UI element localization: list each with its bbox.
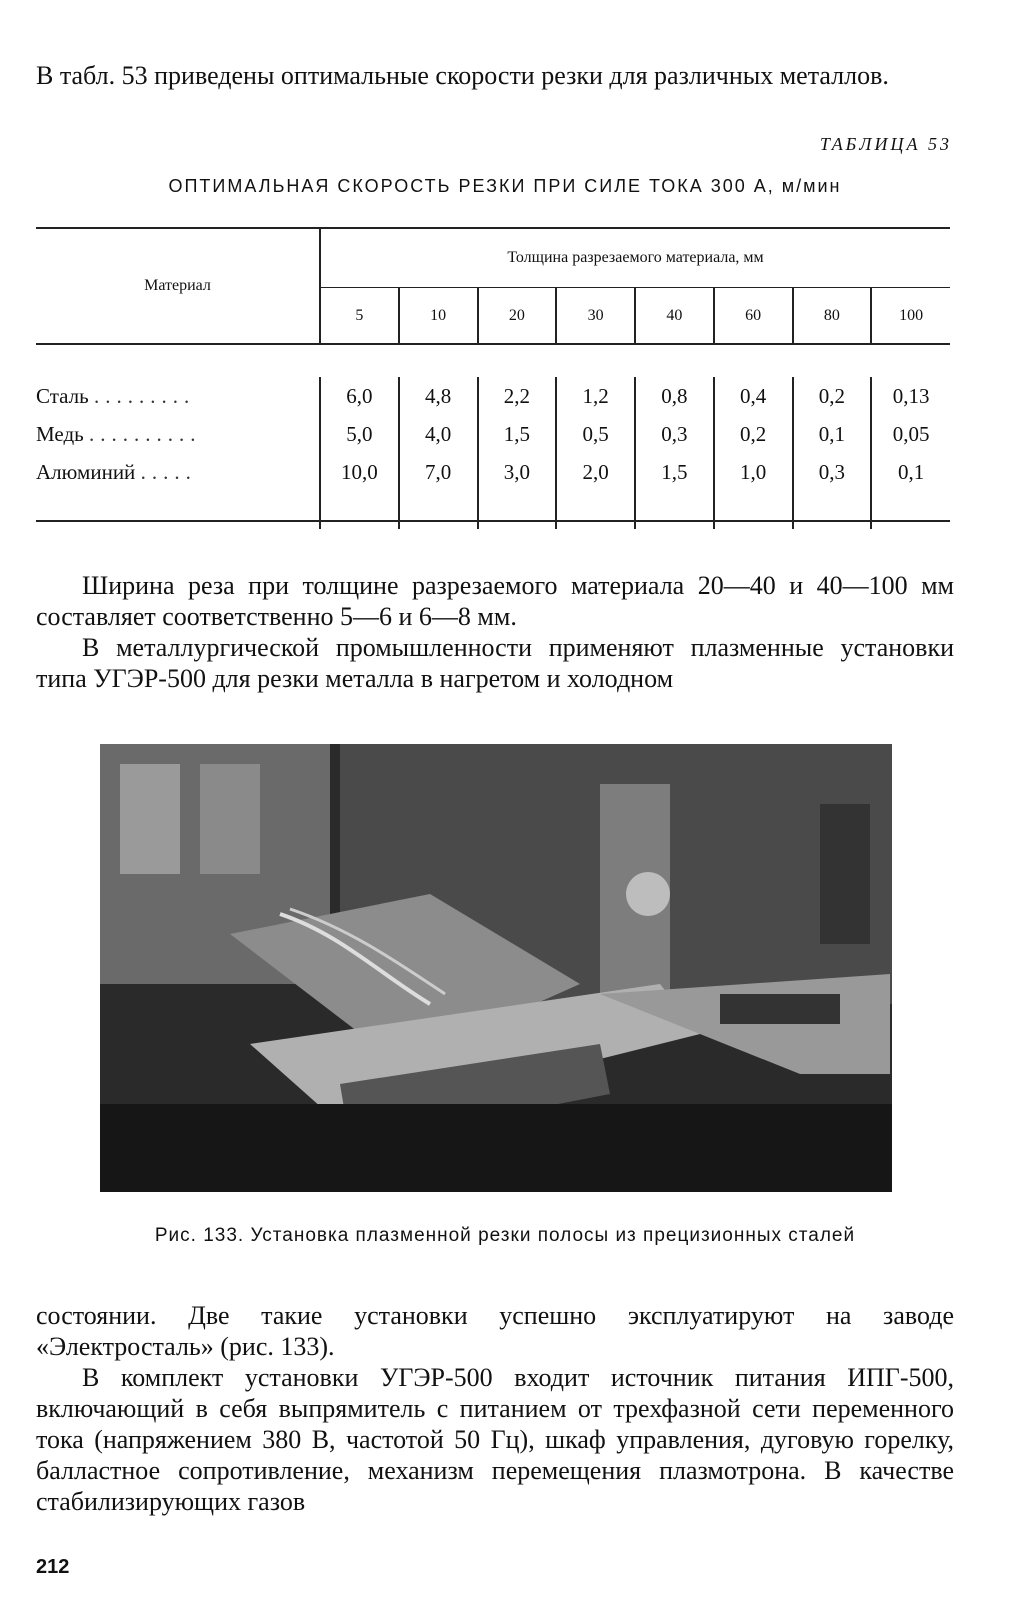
table-cell: 0,4	[714, 377, 793, 415]
thickness-col: 30	[556, 288, 635, 345]
table-cell: 0,2	[793, 377, 872, 415]
table-bottom-rule	[36, 520, 950, 522]
material-name: Медь	[36, 421, 84, 446]
figure-caption: Рис. 133. Установка плазменной резки полосы из прецизионных сталей	[154, 1225, 856, 1246]
width-paragraph: Ширина реза при толщине разрезаемого материала 20—40 и 40—100 мм составляет соответственно 5—6 и 6—8 мм.	[36, 571, 954, 631]
table-cell: 0,13	[871, 377, 950, 415]
table-cell: 4,0	[399, 415, 478, 453]
page-number: 212	[36, 1556, 70, 1578]
table-cell: 0,5	[556, 415, 635, 453]
material-name: Алюминий	[36, 459, 136, 484]
table-cell: 1,0	[714, 453, 793, 491]
thickness-col: 20	[478, 288, 557, 345]
table-cell: 1,2	[556, 377, 635, 415]
intro-paragraph: В табл. 53 приведены оптимальные скорости резки для различных металлов.	[36, 61, 889, 90]
table-row: Медь .......... 5,0 4,0 1,5 0,5 0,3 0,2 0,1 0,05	[36, 415, 950, 453]
table-cell: 4,8	[399, 377, 478, 415]
thickness-col: 60	[714, 288, 793, 345]
table-cell: 1,5	[478, 415, 557, 453]
thickness-col: 10	[399, 288, 478, 345]
thickness-header: Толщина разрезаемого материала, мм	[320, 228, 950, 288]
thickness-col: 40	[635, 288, 714, 345]
table-cell: 10,0	[320, 453, 399, 491]
table-row: Алюминий ..... 10,0 7,0 3,0 2,0 1,5 1,0 0,3 0,1	[36, 453, 950, 491]
table-number: ТАБЛИЦА 53	[819, 134, 952, 154]
table-cell: 2,0	[556, 453, 635, 491]
continuation-paragraph: состоянии. Две такие установки успешно эксплуатируют на заводе «Электросталь» (рис. 133).	[36, 1301, 954, 1361]
material-header: Материал	[36, 228, 320, 344]
table-cell: 0,1	[871, 453, 950, 491]
table-cell: 0,8	[635, 377, 714, 415]
table-cell: 0,05	[871, 415, 950, 453]
table-cell: 3,0	[478, 453, 557, 491]
table-cell: 5,0	[320, 415, 399, 453]
thickness-col: 5	[320, 288, 399, 345]
metallurgy-paragraph: В металлургической промышленности применяют плазменные установки типа УГЭР-500 для резки металла в нагретом и холодном	[36, 633, 954, 693]
table-cell: 0,3	[793, 453, 872, 491]
table-row: Сталь ......... 6,0 4,8 2,2 1,2 0,8 0,4 0,2 0,13	[36, 377, 950, 415]
table-cell: 6,0	[320, 377, 399, 415]
material-name: Сталь	[36, 383, 89, 408]
thickness-col: 80	[793, 288, 872, 345]
table-cell: 0,3	[635, 415, 714, 453]
kit-paragraph: В комплект установки УГЭР-500 входит источник питания ИПГ-500, включающий в себя выпрямитель с питанием от трехфазной сети переменного тока (напряжением 380 В, частотой 50 Гц), шкаф управления, дуговую горелку, балластное сопротивление, механизм перемещения плазмотрона. В качестве стабилизирующих газов	[36, 1363, 954, 1516]
plasma-cutting-photo	[100, 744, 892, 1192]
table-cell: 0,2	[714, 415, 793, 453]
table-cell: 0,1	[793, 415, 872, 453]
table-cell: 1,5	[635, 453, 714, 491]
cutting-speed-table	[36, 227, 950, 529]
table-title: ОПТИМАЛЬНАЯ СКОРОСТЬ РЕЗКИ ПРИ СИЛЕ ТОКА 300 А, м/мин	[168, 176, 842, 196]
thickness-col: 100	[871, 288, 950, 345]
table-cell: 7,0	[399, 453, 478, 491]
table-cell: 2,2	[478, 377, 557, 415]
